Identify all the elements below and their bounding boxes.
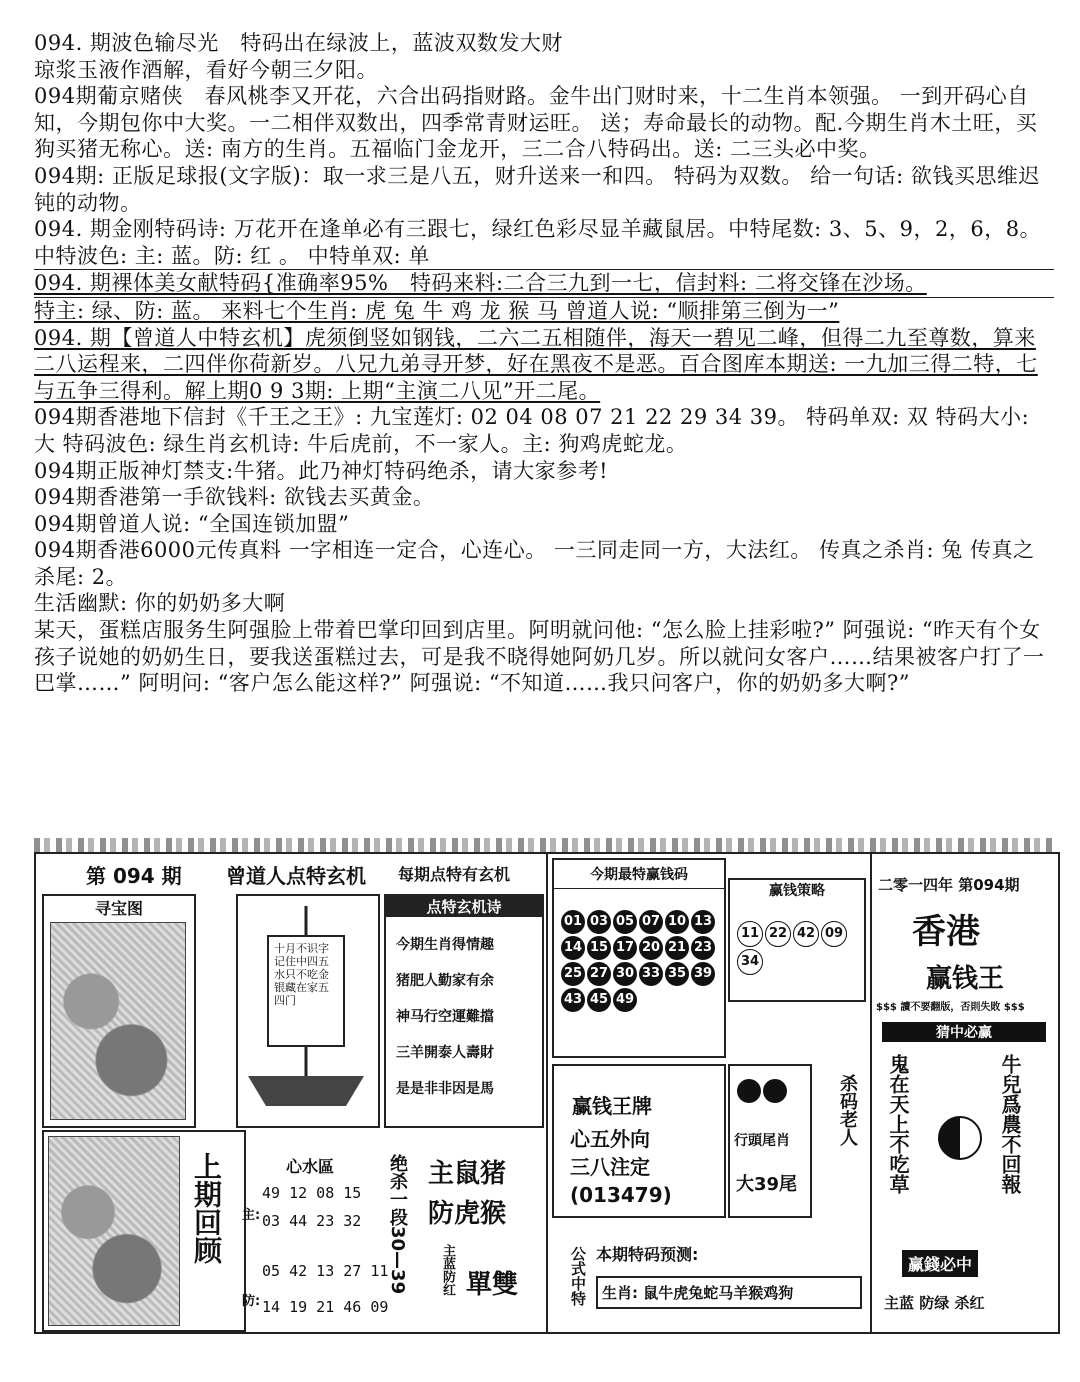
brand-label: 香港 [912,912,980,952]
slogan: $$$ 讀不要翻版，否則失敗 $$$ [876,1002,1025,1013]
recap-box [42,1130,246,1332]
dan-shuang: 單雙 [466,1270,519,1300]
strategy-number: 34 [737,949,763,975]
kill-range: 绝杀一段30—39 [387,1154,408,1295]
line-1: 094. 期波色输尽光 特码出在绿波上，蓝波双数发大财 [34,31,563,55]
guard-label: 防: [242,1294,261,1309]
main-label: 主: [242,1208,261,1223]
line-13: 094期香港6000元传真料 一字相连一定合，心连心。 一三同走同一方，大法红。 传真之杀肖: 兔 传真之杀尾: 2。 [34,538,1035,589]
poem-line: 猪肥人勤家有余 [396,973,494,989]
strategy-title: 赢钱策略 [769,883,825,899]
code-number: 25 [561,962,585,986]
card-title: 赢钱王牌 [572,1094,652,1118]
code-number: 27 [587,962,611,986]
banner: 猜中必赢 [882,1022,1046,1042]
wave-pick: 主蓝防红 [440,1244,455,1296]
card-line: (013479) [570,1183,672,1207]
big-tail: 大39尾 [736,1174,798,1195]
poem-title: 点特玄机诗 [386,896,542,917]
code-number: 14 [561,936,585,960]
code-number: 43 [561,988,585,1012]
footer-pick: 主蓝 防绿 杀红 [884,1294,985,1312]
code-number: 05 [613,910,637,934]
killer-label: 杀码老人 [837,1074,858,1146]
win-code-box [552,858,726,1058]
win-tag: 赢錢必中 [902,1250,978,1277]
divider-strip [34,838,1054,852]
yin-yang-icon [938,1116,982,1160]
code-number: 01 [561,910,585,934]
guard-nums-1: 05 42 13 27 11 [262,1262,389,1280]
card-line: 三八注定 [570,1155,650,1179]
predict-label: 本期特码预测: [596,1245,699,1264]
line-4: 094期: 正版足球报(文字版)：取一求三是八五，财升送来一和四。 特码为双数。 给一句话: 欲钱买思维迟钝的动物。 [34,163,1040,215]
code-number: 10 [665,910,689,934]
main-nums-1: 49 12 08 15 [262,1184,362,1202]
eagle-image [50,922,186,1120]
treasure-label: 寻宝图 [94,899,143,918]
poem-line: 神马行空運難擋 [396,1009,494,1025]
code-number: 33 [639,962,663,986]
formula-label: 公式中特 [569,1246,587,1306]
poem-line: 今期生肖得情趣 [396,937,494,953]
panel-subtitle: 每期点特有玄机 [398,865,511,884]
line-7: 特主: 绿、防: 蓝。 来料七个生肖: 虎 兔 牛 鸡 龙 猴 马 曾道人说: “顺排第三倒为一” [34,298,840,323]
panel-hk-king [870,852,1060,1334]
code-number: 17 [613,936,637,960]
dot-icon [737,1079,761,1103]
zone-label: 心水區 [286,1157,335,1176]
code-number: 30 [613,962,637,986]
article-text [34,30,1054,697]
strategy-number: 22 [765,921,791,947]
code-number: 45 [587,988,611,1012]
strategy-box [728,878,866,1002]
code-number: 35 [665,962,689,986]
ship-box [236,894,380,1128]
poem-box [384,894,544,1128]
line-6: 094. 期裸体美女献特码{准确率95% 特码来料:二合三九到一七，信封料: 二将交锋在沙场。 [34,269,1054,298]
poem-line: 是是非非因是馬 [396,1081,494,1097]
line-12: 094期曾道人说: “全国连锁加盟” [34,511,350,536]
head-tail-box [728,1064,812,1218]
code-number: 03 [587,910,611,934]
dot-row [736,1078,804,1108]
treasure-box [42,894,196,1128]
line-8: 094. 期【曾道人中特玄机】虎须倒竖如钢钱，二六二五相随伴，海天一碧见二峰，但得二九至尊数，算来二八运程来，二四伴你荷新岁。八兄九弟寻开梦，好在黑夜不是恶。百合图库本期送: 一九加三得二特，七与五争三得利。解上期0 9 3期: 上期“主演二八见”开二尾。 [34,325,1038,403]
code-number: 07 [639,910,663,934]
code-number: 39 [691,962,715,986]
card-box [552,1064,726,1218]
dot-icon [763,1079,787,1103]
code-number: 49 [613,988,637,1012]
guard-nums-2: 14 19 21 46 09 [262,1298,389,1316]
zodiac-prediction: 生肖: 鼠牛虎兔蛇马羊猴鸡狗 [596,1276,862,1309]
sage-image [48,1136,180,1326]
strategy-number: 11 [737,921,763,947]
ship-icon [238,896,374,1122]
date-label: 二零一四年 第094期 [878,876,1020,894]
code-number: 15 [587,936,611,960]
head-tail-label: 行頭尾肖 [734,1133,790,1149]
sail-text: 十月不识字记住中四五 水只不吃金银藏在家五四门 [274,942,329,1007]
number-grid [554,889,724,1013]
code-number: 23 [691,936,715,960]
line-15: 某天，蛋糕店服务生阿强脸上带着巴掌印回到店里。阿明就问他: “怎么脸上挂彩啦?” 阿强说: “昨天有个女孩子说她的奶奶生日，要我送蛋糕过去，可是我不晓得她阿奶几岁。所以就问女客户……结果被客户打了一巴掌……” 阿明问: “客户怎么能这样?” 阿强说: “不知道……我只问客户，你的奶奶多大啊?” [34,618,1045,696]
main-nums-2: 03 44 23 32 [262,1212,362,1230]
panel-title: 曾道人点特玄机 [226,864,366,888]
line-3: 094期葡京赌侠 春风桃李又开花，六合出码指财路。金牛出门财时来，十二生肖本领强。 一到开码心自知，今期包你中大奖。一二相伴双数出，四季常青财运旺。 送；寿命最长的动物。配.今期生肖木土旺，买狗买猪无称心。送: 南方的生肖。五福临门金龙开，三二合八特码出。送: 二三头必中奖。 [34,84,1038,162]
code-number: 21 [665,936,689,960]
panel-zeng-daoren [34,852,548,1334]
line-14: 生活幽默: 你的奶奶多大啊 [34,591,286,616]
poem-line: 三羊開泰人壽財 [396,1045,494,1061]
right-verse: 牛兒爲農不回報 [998,1054,1022,1194]
line-5: 094. 期金刚特码诗: 万花开在逢单必有三跟七，绿红色彩尽显羊藏鼠居。中特尾数: 3、5、9，2，6，8。 中特波色: 主: 蓝。防: 红 。 中特单双: 单 [34,217,1049,268]
line-11: 094期香港第一手欲钱料: 欲钱去买黄金。 [34,485,435,510]
recap-label: 上期回顾 [190,1152,223,1264]
strategy-number: 42 [793,921,819,947]
code-number: 20 [639,936,663,960]
card-lines [570,1125,724,1209]
line-2: 琼浆玉液作酒解，看好今朝三夕阳。 [34,57,378,82]
card-line: 心五外向 [570,1127,650,1151]
panel-win-codes [546,852,872,1334]
line-10: 094期正版神灯禁支:牛猪。此乃神灯特码绝杀，请大家参考! [34,458,609,483]
issue-label: 第 094 期 [86,864,182,888]
line-9: 094期香港地下信封《千王之王》: 九宝莲灯: 02 04 08 07 21 22 29 34 39。 特码单双: 双 特码大小: 大 特码波色: 绿生肖玄机诗: 牛后虎前，不一家人。主: 狗鸡虎蛇龙。 [34,405,1037,456]
strategy-nums [730,900,864,996]
strategy-number: 09 [821,921,847,947]
win-code-title: 今期最特赢钱码 [554,860,724,889]
left-verse: 鬼在天上不吃草 [886,1054,910,1194]
king-label: 赢钱王 [926,964,1005,994]
poem-lines [396,927,542,1107]
zodiac-pick: 主鼠猪 防虎猴 [428,1159,507,1229]
code-number: 13 [691,910,715,934]
